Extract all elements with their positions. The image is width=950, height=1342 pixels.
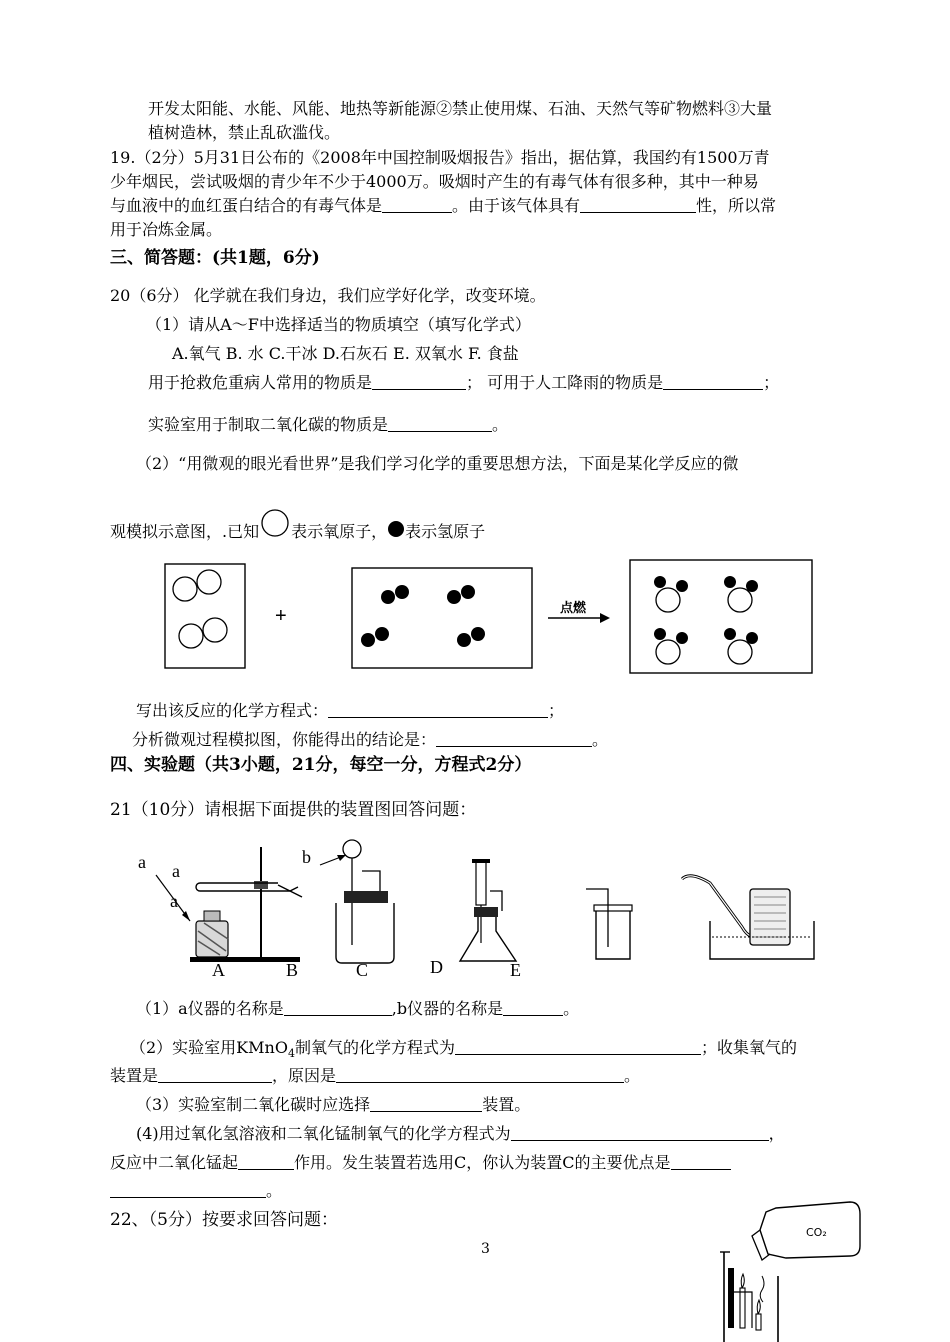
q18-line-2: 植树造林，禁止乱砍滥伐。 xyxy=(148,123,341,142)
reactant-box-hydrogen xyxy=(352,568,532,668)
q21-s2-text-a: （2）实验室用KMnO xyxy=(130,1038,288,1057)
q20-part-2: （2）“用微观的眼光看世界”是我们学习化学的重要思想方法，下面是某化学反应的微 xyxy=(136,454,739,473)
q20-fill1-text-b: ； 可用于人工降雨的物质是 xyxy=(466,373,664,392)
q20-fill-line-1 xyxy=(148,372,779,394)
apparatus-a xyxy=(190,847,302,962)
q21-s4-text-b: ， xyxy=(768,1124,785,1143)
q18-line-1: 开发太阳能、水能、风能、地热等新能源②禁止使用煤、石油、天然气等矿物燃料③大量 xyxy=(148,99,773,118)
q21-sub-4-line-1 xyxy=(136,1123,785,1145)
q20-equation-blank[interactable] xyxy=(328,701,548,718)
q21-sub-2-line-1 xyxy=(130,1037,797,1065)
q20-legend-text-a: 观模拟示意图，.已知 xyxy=(110,522,260,541)
q21-s4-text-a: (4)用过氧化氢溶液和二氧化锰制氧气的化学方程式为 xyxy=(136,1124,511,1143)
q20-blank-2[interactable] xyxy=(663,373,763,390)
q20-fill2-text-a: 实验室用于制取二氧化碳的物质是 xyxy=(148,415,389,434)
q19-text-b: 。由于该气体具有 xyxy=(452,196,581,215)
q21-blank-mno2-role[interactable] xyxy=(238,1153,294,1170)
q20-blank-1[interactable] xyxy=(372,373,466,390)
apparatus-diagram xyxy=(130,835,830,985)
q19-line-2: 少年烟民，尝试吸烟的青少年不少于4000万。吸烟时产生的有毒气体有很多种，其中一种易 xyxy=(110,172,759,191)
gas-collection-bottle xyxy=(586,889,632,959)
product-box-water xyxy=(630,560,812,673)
apparatus-label-b: B xyxy=(286,960,299,980)
q21-sub-4-line-2 xyxy=(110,1152,731,1174)
q21-stem: 21（10分）请根据下面提供的装置图回答问题： xyxy=(110,800,477,820)
q20-conclusion-blank[interactable] xyxy=(436,730,592,747)
candle-beaker xyxy=(720,1252,778,1342)
q20-fill1-text-a: 用于抢救危重病人常用的物质是 xyxy=(148,373,373,392)
q21-s1-text-c: 。 xyxy=(563,999,580,1018)
q20-fill1-text-c: ； xyxy=(763,373,780,392)
q21-s1-text-b: ,b仪器的名称是 xyxy=(391,999,504,1018)
apparatus-d xyxy=(460,859,516,961)
q19-blank-1[interactable] xyxy=(382,196,452,213)
q21-s2-text-e: 。 xyxy=(624,1066,641,1085)
co2-pouring-illustration xyxy=(700,1196,870,1342)
label-b: b xyxy=(302,847,311,867)
q20-fill2-text-b: 。 xyxy=(492,415,509,434)
q21-s4-text-c: 反应中二氧化锰起 xyxy=(110,1153,239,1172)
q20-options: A.氧气 B. 水 C.干冰 D.石灰石 E. 双氧水 F. 食盐 xyxy=(172,344,519,363)
q21-blank-h2o2-equation[interactable] xyxy=(511,1124,769,1141)
q20-part-1: （1）请从A～F中选择适当的物质填空（填写化学式） xyxy=(146,315,531,334)
section-3-title: 三、简答题：(共1题，6分) xyxy=(110,248,320,268)
q20-eq-text-b: ； xyxy=(548,701,565,720)
q21-s3-text-a: （3）实验室制二氧化碳时应选择 xyxy=(136,1095,371,1114)
q21-s1-text-a: （1）a仪器的名称是 xyxy=(136,999,284,1018)
q21-blank-reason[interactable] xyxy=(336,1066,624,1083)
q21-sub-1 xyxy=(136,998,579,1020)
q20-concl-text-b: 。 xyxy=(592,730,609,749)
section-4-title: 四、实验题（共3小题，21分，每空一分，方程式2分） xyxy=(110,755,532,775)
q21-s2-text-c: 装置是 xyxy=(110,1066,159,1085)
q20-eq-text-a: 写出该反应的化学方程式： xyxy=(136,701,329,720)
label-a-2: a xyxy=(172,861,180,881)
q21-s2-text-a2: 制氧气的化学方程式为 xyxy=(294,1038,455,1057)
q19-line-3 xyxy=(110,195,776,217)
q19-blank-2[interactable] xyxy=(580,196,696,213)
co2-label: CO₂ xyxy=(806,1226,827,1239)
q22-stem: 22、（5分）按要求回答问题： xyxy=(110,1210,338,1230)
apparatus-label-a: A xyxy=(212,960,225,980)
plus-sign: + xyxy=(275,605,287,627)
q19-line-4: 用于冶炼金属。 xyxy=(110,220,223,239)
q21-sub-3 xyxy=(136,1094,530,1116)
q20-legend-text-c: 表示氢原子 xyxy=(405,522,486,541)
reaction-diagram xyxy=(160,560,820,680)
q21-blank-advantage-1[interactable] xyxy=(671,1153,731,1170)
q21-blank-kmno4-equation[interactable] xyxy=(455,1038,701,1055)
q21-blank-collect-device[interactable] xyxy=(158,1066,272,1083)
label-a-3: a xyxy=(170,891,178,911)
q19-text-c: 性，所以常 xyxy=(696,196,777,215)
q21-s2-text-d: ，原因是 xyxy=(272,1066,337,1085)
q20-conclusion-line xyxy=(132,729,608,751)
q20-blank-3[interactable] xyxy=(388,415,492,432)
page-number: 3 xyxy=(481,1241,490,1257)
q21-s2-text-b: ；收集氧气的 xyxy=(700,1038,797,1057)
q21-blank-b-name[interactable] xyxy=(503,999,563,1016)
label-a-1: a xyxy=(138,852,146,872)
q21-blank-advantage-2[interactable] xyxy=(110,1181,266,1198)
apparatus-label-c: C xyxy=(356,960,369,980)
reactant-box-oxygen xyxy=(165,564,245,668)
q21-sub-2-line-2 xyxy=(110,1065,640,1087)
apparatus-c xyxy=(336,840,394,963)
q21-s2-subscript: 4 xyxy=(287,1047,295,1061)
q21-blank-co2-device[interactable] xyxy=(370,1095,482,1112)
oxygen-atom-icon xyxy=(259,511,291,539)
water-trough-setup xyxy=(682,876,814,959)
q21-s3-text-b: 装置。 xyxy=(482,1095,531,1114)
q20-equation-line xyxy=(136,700,564,722)
q21-sub-4-line-3 xyxy=(110,1180,282,1202)
q19-line-1: 19.（2分）5月31日公布的《2008年中国控制吸烟报告》指出，据估算，我国约有1500万青 xyxy=(110,148,770,167)
q21-blank-a-name[interactable] xyxy=(284,999,392,1016)
q20-concl-text-a: 分析微观过程模拟图，你能得出的结论是： xyxy=(132,730,437,749)
q19-text-a: 与血液中的血红蛋白结合的有毒气体是 xyxy=(110,196,383,215)
q21-s4-text-e: 。 xyxy=(266,1181,283,1200)
ignite-label: 点燃 xyxy=(560,601,587,616)
q20-legend-text-b: 表示氧原子， xyxy=(291,522,388,541)
apparatus-label-d: D xyxy=(430,957,443,977)
apparatus-label-e: E xyxy=(510,960,521,980)
hydrogen-atom-icon xyxy=(387,520,405,538)
q20-fill-line-2 xyxy=(148,414,508,436)
q20-stem: 20（6分） 化学就在我们身边，我们应学好化学，改变环境。 xyxy=(110,286,546,305)
q21-s4-text-d: 作用。发生装置若选用C，你认为装置C的主要优点是 xyxy=(294,1153,671,1172)
q20-legend-line xyxy=(110,511,485,543)
